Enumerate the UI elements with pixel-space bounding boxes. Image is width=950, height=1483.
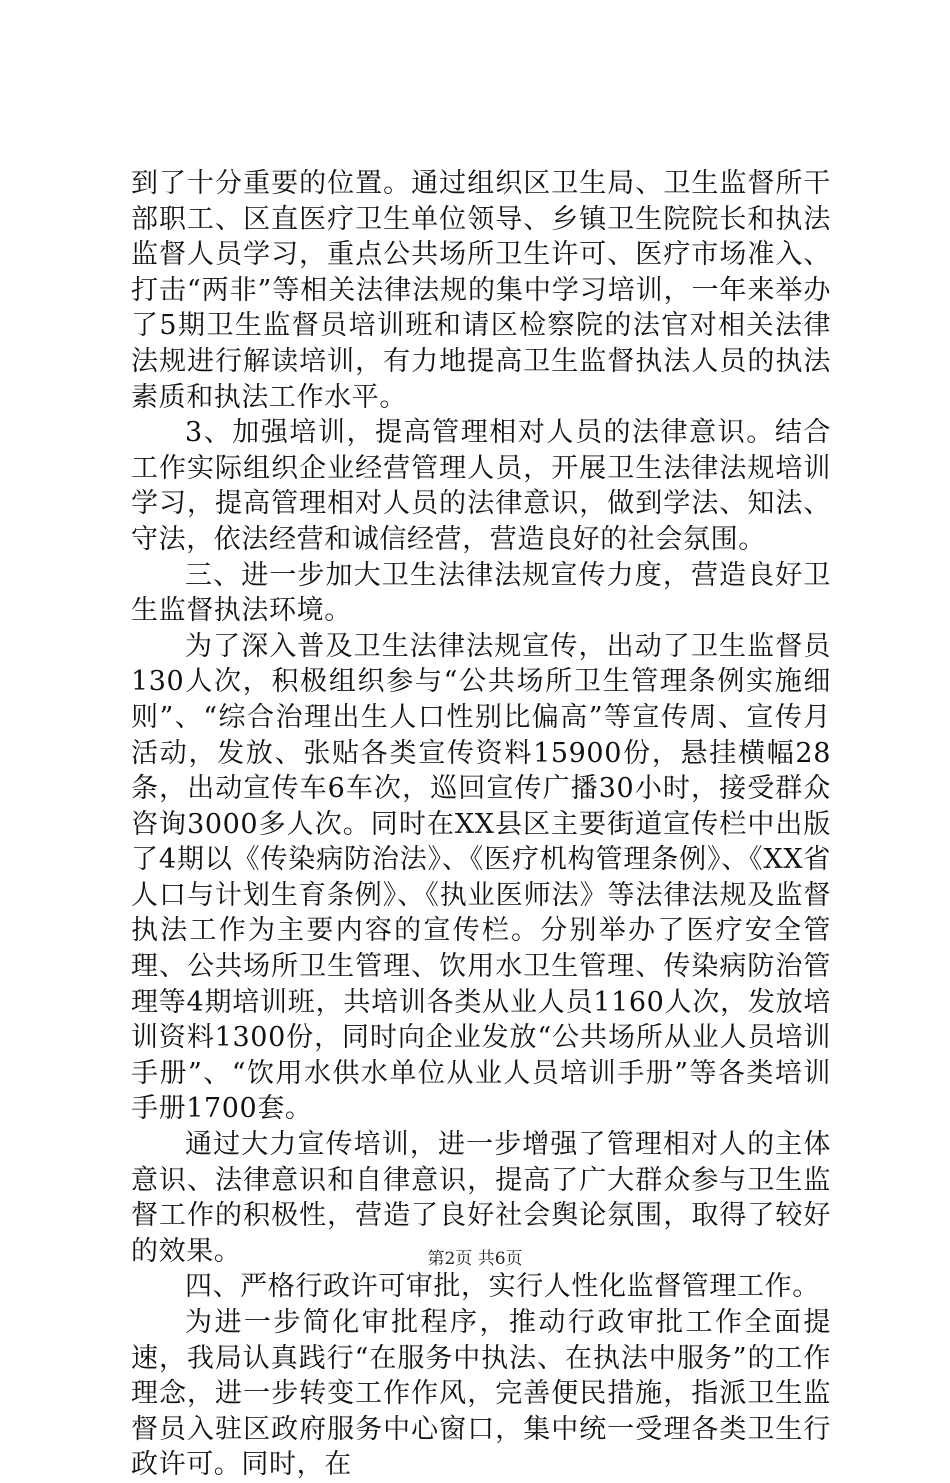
section-heading-four: 四、严格行政许可审批，实行人性化监督管理工作。 xyxy=(185,1271,820,1303)
section-heading-three: 三、进一步加大卫生法律法规宣传力度，营造良好卫生监督执法环境。 xyxy=(131,559,831,627)
body-text xyxy=(131,166,831,1483)
paragraph-continuation: 到了十分重要的位置。通过组织区卫生局、卫生监督所干部职工、区直医疗卫生单位领导、乡镇卫生院院长和执法监督人员学习，重点公共场所卫生许可、医疗市场准入、打击“两非”等相关法律法规的集中学习培训，一年来举办了5期卫生监督员培训班和请区检察院的法官对相关法律法规进行解读培训，有力地提高卫生监督执法人员的执法素质和执法工作水平。 xyxy=(131,168,831,413)
paragraph-approval: 为进一步简化审批程序，推动行政审批工作全面提速，我局认真践行“在服务中执法、在执法中服务”的工作理念，进一步转变工作作风，完善便民措施，指派卫生监督员入驻区政府服务中心窗口，集中统一受理各类卫生行政许可。同时，在 xyxy=(131,1307,831,1481)
page-footer: 第2页 共6页 xyxy=(427,1249,523,1269)
paragraph-publicity: 为了深入普及卫生法律法规宣传，出动了卫生监督员130人次，积极组织参与“公共场所卫生管理条例实施细则”、“综合治理出生人口性别比偏高”等宣传周、宣传月活动，发放、张贴各类宣传资料15900份，悬挂横幅28条，出动宣传车6车次，巡回宣传广播30小时，接受群众咨询3000多人次。同时在XX县区主要街道宣传栏中出版了4期以《传染病防治法》、《医疗机构管理条例》、《XX省人口与计划生育条例》、《执业医师法》等法律法规及监督执法工作为主要内容的宣传栏。分别举办了医疗安全管理、公共场所卫生管理、饮用水卫生管理、传染病防治管理等4期培训班，共培训各类从业人员1160人次，发放培训资料1300份，同时向企业发放“公共场所从业人员培训手册”、“饮用水供水单位从业人员培训手册”等各类培训手册1700套。 xyxy=(131,630,831,1125)
paragraph-effect: 通过大力宣传培训，进一步增强了管理相对人的主体意识、法律意识和自律意识，提高了广大群众参与卫生监督工作的积极性，营造了良好社会舆论氛围，取得了较好的效果。 xyxy=(131,1129,831,1267)
paragraph-training: 3、加强培训，提高管理相对人员的法律意识。结合工作实际组织企业经营管理人员，开展卫生法律法规培训学习，提高管理相对人员的法律意识，做到学法、知法、守法，依法经营和诚信经营，营造良好的社会氛围。 xyxy=(131,417,831,555)
